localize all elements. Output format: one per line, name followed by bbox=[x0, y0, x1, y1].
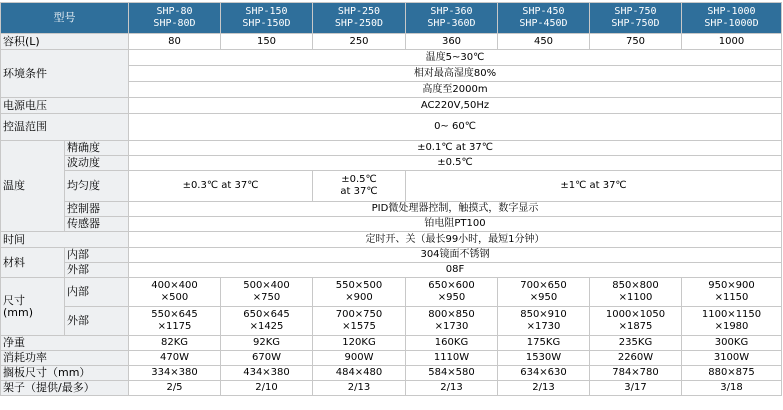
header-model-cell bbox=[590, 3, 682, 34]
size-inner-bottom: ×950 bbox=[437, 292, 466, 303]
shelves-value: 2/10 bbox=[221, 381, 313, 396]
size-outer-label: 外部 bbox=[65, 307, 129, 336]
model-name: SHP-250 bbox=[337, 6, 381, 17]
shelf-size-row bbox=[1, 366, 782, 381]
size-outer-bottom: ×1425 bbox=[249, 321, 284, 332]
shelves-value: 3/17 bbox=[590, 381, 682, 396]
consumption-value: 470W bbox=[129, 351, 221, 366]
size-label-unit: (mm) bbox=[3, 305, 34, 319]
size-inner-label: 内部 bbox=[65, 278, 129, 307]
size-outer-value bbox=[221, 307, 313, 336]
size-label bbox=[1, 278, 65, 336]
capacity-value: 80 bbox=[129, 34, 221, 50]
size-outer-bottom: ×1980 bbox=[714, 321, 749, 332]
power-label: 电源电压 bbox=[1, 98, 129, 114]
model-name: SHP-80 bbox=[156, 6, 193, 17]
material-row bbox=[1, 248, 782, 263]
shelves-row bbox=[1, 381, 782, 396]
model-name-d: SHP-450D bbox=[519, 18, 568, 29]
size-inner-value bbox=[221, 278, 313, 307]
size-label-text: 尺寸 bbox=[3, 293, 25, 307]
model-name-d: SHP-80D bbox=[153, 18, 196, 29]
shelf-size-value: 334×380 bbox=[129, 366, 221, 381]
size-outer-bottom: ×1175 bbox=[157, 321, 192, 332]
size-inner-value bbox=[313, 278, 406, 307]
timer-value: 定时开、关（最长99小时，最短1分钟） bbox=[129, 232, 782, 248]
capacity-value: 150 bbox=[221, 34, 313, 50]
header-model-cell bbox=[406, 3, 498, 34]
header-model-cell bbox=[221, 3, 313, 34]
weight-value: 82KG bbox=[129, 336, 221, 351]
size-inner-bottom: ×1100 bbox=[618, 292, 653, 303]
size-inner-value bbox=[498, 278, 590, 307]
consumption-value: 2260W bbox=[590, 351, 682, 366]
size-inner-bottom: ×500 bbox=[160, 292, 189, 303]
spec-table bbox=[0, 2, 782, 396]
uniformity-mid-top: ±0.5℃ bbox=[341, 174, 377, 185]
model-name: SHP-150 bbox=[245, 6, 288, 17]
shelves-value: 2/13 bbox=[313, 381, 406, 396]
shelves-value: 2/13 bbox=[498, 381, 590, 396]
uniformity-mid-bottom: at 37℃ bbox=[340, 186, 378, 197]
accuracy-value: ±0.1℃ at 37℃ bbox=[129, 141, 782, 156]
size-inner-value bbox=[590, 278, 682, 307]
capacity-value: 360 bbox=[406, 34, 498, 50]
consumption-value: 1530W bbox=[498, 351, 590, 366]
shelf-size-label: 搁板尺寸（mm） bbox=[1, 366, 129, 381]
accuracy-label: 精确度 bbox=[65, 141, 129, 156]
model-name: SHP-750 bbox=[614, 6, 657, 17]
size-row bbox=[1, 307, 782, 336]
model-name-d: SHP-360D bbox=[427, 18, 476, 29]
range-value: 0~ 60℃ bbox=[129, 114, 782, 141]
range-label: 控温范围 bbox=[1, 114, 129, 141]
capacity-value: 250 bbox=[313, 34, 406, 50]
temperature-row bbox=[1, 141, 782, 156]
size-inner-top: 400×400 bbox=[151, 280, 198, 291]
uniformity-value-large: ±1℃ at 37℃ bbox=[406, 171, 782, 202]
size-outer-top: 800×850 bbox=[428, 309, 475, 320]
size-outer-top: 550×645 bbox=[151, 309, 198, 320]
size-outer-bottom: ×1730 bbox=[526, 321, 561, 332]
size-inner-top: 850×800 bbox=[612, 280, 659, 291]
model-name-d: SHP-250D bbox=[334, 18, 384, 29]
range-row bbox=[1, 114, 782, 141]
environment-temperature: 温度5~30℃ bbox=[129, 50, 782, 66]
model-name-d: SHP-150D bbox=[242, 18, 291, 29]
shelf-size-value: 584×580 bbox=[406, 366, 498, 381]
size-inner-top: 500×400 bbox=[243, 280, 290, 291]
controller-label: 控制器 bbox=[65, 202, 129, 217]
size-outer-value bbox=[129, 307, 221, 336]
material-row bbox=[1, 263, 782, 278]
material-outer-value: 08F bbox=[129, 263, 782, 278]
weight-value: 160KG bbox=[406, 336, 498, 351]
capacity-row bbox=[1, 34, 782, 50]
material-inner-label: 内部 bbox=[65, 248, 129, 263]
temperature-row bbox=[1, 156, 782, 171]
size-inner-bottom: ×1150 bbox=[714, 292, 749, 303]
size-outer-value bbox=[498, 307, 590, 336]
consumption-row bbox=[1, 351, 782, 366]
sensor-value: 铂电阻PT100 bbox=[129, 217, 782, 232]
uniformity-value-small: ±0.3℃ at 37℃ bbox=[129, 171, 313, 202]
shelves-value: 2/5 bbox=[129, 381, 221, 396]
header-row bbox=[1, 3, 782, 34]
consumption-value: 3100W bbox=[682, 351, 782, 366]
material-inner-value: 304镜面不锈钢 bbox=[129, 248, 782, 263]
shelf-size-value: 434×380 bbox=[221, 366, 313, 381]
size-outer-top: 700×750 bbox=[335, 309, 383, 320]
size-outer-value bbox=[590, 307, 682, 336]
size-inner-bottom: ×900 bbox=[345, 292, 373, 303]
temperature-label: 温度 bbox=[1, 141, 65, 232]
shelves-value: 3/18 bbox=[682, 381, 782, 396]
header-model-cell bbox=[498, 3, 590, 34]
environment-label: 环境条件 bbox=[1, 50, 129, 98]
weight-label: 净重 bbox=[1, 336, 129, 351]
shelf-size-value: 484×480 bbox=[313, 366, 406, 381]
size-inner-top: 550×500 bbox=[335, 280, 383, 291]
size-outer-bottom: ×1730 bbox=[434, 321, 469, 332]
power-row bbox=[1, 98, 782, 114]
size-outer-top: 1100×1150 bbox=[701, 309, 762, 320]
size-inner-top: 700×650 bbox=[520, 280, 567, 291]
size-outer-top: 850×910 bbox=[520, 309, 567, 320]
size-outer-top: 1000×1050 bbox=[605, 309, 666, 320]
consumption-value: 900W bbox=[313, 351, 406, 366]
uniformity-label: 均匀度 bbox=[65, 171, 129, 202]
shelf-size-value: 880×875 bbox=[682, 366, 782, 381]
shelves-label: 架子（提供/最多） bbox=[1, 381, 129, 396]
weight-value: 235KG bbox=[590, 336, 682, 351]
capacity-value: 450 bbox=[498, 34, 590, 50]
temperature-row bbox=[1, 217, 782, 232]
controller-value: PID微处理器控制，触摸式，数字显示 bbox=[129, 202, 782, 217]
timer-row bbox=[1, 232, 782, 248]
fluctuation-label: 波动度 bbox=[65, 156, 129, 171]
header-model-label: 型号 bbox=[1, 3, 129, 34]
temperature-row bbox=[1, 171, 782, 202]
weight-value: 175KG bbox=[498, 336, 590, 351]
uniformity-value-mid bbox=[313, 171, 406, 202]
environment-row bbox=[1, 50, 782, 66]
weight-value: 120KG bbox=[313, 336, 406, 351]
consumption-label: 消耗功率 bbox=[1, 351, 129, 366]
environment-altitude: 高度至2000m bbox=[129, 82, 782, 98]
weight-row bbox=[1, 336, 782, 351]
temperature-row bbox=[1, 202, 782, 217]
timer-label: 时间 bbox=[1, 232, 129, 248]
sensor-label: 传感器 bbox=[65, 217, 129, 232]
size-inner-bottom: ×950 bbox=[529, 292, 558, 303]
material-outer-label: 外部 bbox=[65, 263, 129, 278]
capacity-value: 750 bbox=[590, 34, 682, 50]
size-inner-top: 950×900 bbox=[708, 280, 755, 291]
fluctuation-value: ±0.5℃ bbox=[129, 156, 782, 171]
size-outer-top: 650×645 bbox=[243, 309, 290, 320]
size-inner-value bbox=[406, 278, 498, 307]
model-name: SHP-360 bbox=[430, 6, 473, 17]
size-inner-top: 650×600 bbox=[428, 280, 475, 291]
shelves-value: 2/13 bbox=[406, 381, 498, 396]
model-name-d: SHP-1000D bbox=[704, 18, 759, 29]
consumption-value: 670W bbox=[221, 351, 313, 366]
size-outer-bottom: ×1575 bbox=[342, 321, 376, 332]
model-name: SHP-450 bbox=[522, 6, 565, 17]
shelf-size-value: 784×780 bbox=[590, 366, 682, 381]
shelf-size-value: 634×630 bbox=[498, 366, 590, 381]
size-inner-value bbox=[682, 278, 782, 307]
header-model-cell bbox=[682, 3, 782, 34]
size-outer-value bbox=[313, 307, 406, 336]
material-label: 材料 bbox=[1, 248, 65, 278]
weight-value: 92KG bbox=[221, 336, 313, 351]
model-name-d: SHP-750D bbox=[611, 18, 660, 29]
weight-value: 300KG bbox=[682, 336, 782, 351]
header-model-cell bbox=[129, 3, 221, 34]
capacity-label: 容积(L) bbox=[1, 34, 129, 50]
capacity-value: 1000 bbox=[682, 34, 782, 50]
model-name: SHP-1000 bbox=[707, 6, 756, 17]
size-row bbox=[1, 278, 782, 307]
size-outer-value bbox=[682, 307, 782, 336]
header-model-cell bbox=[313, 3, 406, 34]
size-inner-bottom: ×750 bbox=[252, 292, 281, 303]
environment-humidity: 相对最高湿度80% bbox=[129, 66, 782, 82]
size-outer-bottom: ×1875 bbox=[618, 321, 653, 332]
consumption-value: 1110W bbox=[406, 351, 498, 366]
size-inner-value bbox=[129, 278, 221, 307]
size-outer-value bbox=[406, 307, 498, 336]
power-value: AC220V,50Hz bbox=[129, 98, 782, 114]
